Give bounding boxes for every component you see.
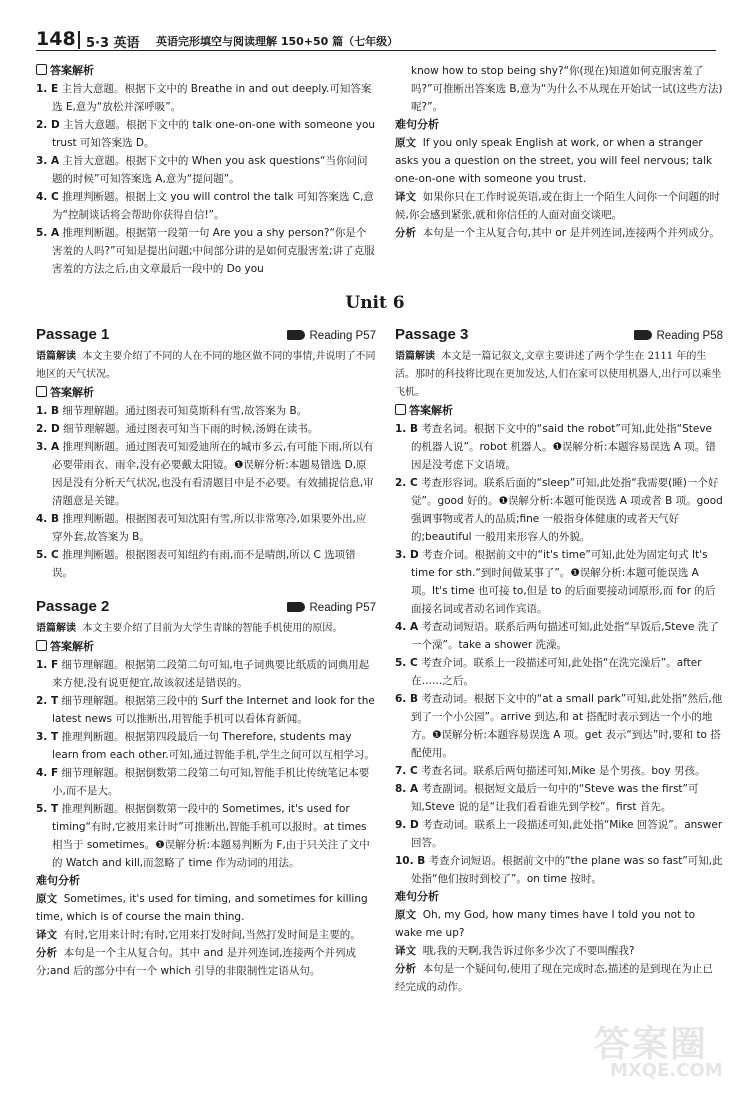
answer-item: 6. B 考查动词。根据下文中的“at a small park”可知,此处指“然后,他到了一个小公园”。arrive 到达,和 at 搭配时表示到达一个小的地方。❶误解分析:本题容易误选 A 项。get 表示“到达”时,要和 to 搭配使用。 — [395, 693, 723, 759]
passage-title: Passage 3 Reading P58 — [395, 326, 723, 343]
answer-heading: 答案解析 — [36, 638, 376, 656]
passage-2 — [36, 598, 376, 980]
passage-3 — [395, 326, 723, 996]
lock-icon — [395, 404, 406, 415]
unit-title: Unit 6 — [345, 293, 405, 313]
answer-item: 2. D 细节理解题。通过图表可知当下雨的时候,汤姆在读书。 — [36, 423, 319, 435]
watermark-text: 答案圈 — [594, 1024, 709, 1065]
translation: 译文 如果你只在工作时说英语,或在街上一个陌生人问你一个问题的时候,你会感到紧张,就和你信任的人面对面交谈吧。 — [395, 191, 721, 221]
top-right-column — [395, 62, 723, 242]
answer-item: 3. A 推理判断题。通过图表可知爱迪所在的城市多云,有可能下雨,所以有必要带雨衣、雨伞,没有必要戴太阳镜。❶误解分析:本题易错选 D,原因是没有分析天气状况,也没有看清题目中是不必要。有效捕捉信息,审清题意是关键。 — [36, 441, 374, 507]
answer-heading: 答案解析 — [395, 402, 723, 420]
analysis: 分析 本句是一个主从复合句,其中 or 是并列连词,连接两个并列成分。 — [395, 227, 720, 239]
passage-1 — [36, 326, 376, 582]
passage-title: Passage 1 Reading P57 — [36, 326, 376, 343]
brand-label: 5·3 英语 — [86, 36, 140, 51]
answer-heading: 答案解析 — [36, 62, 376, 80]
lock-icon — [36, 640, 47, 651]
answer-item: 4. B 推理判断题。根据图表可知沈阳有雪,所以非常寒冷,如果要外出,应穿外套,故答案为 B。 — [36, 513, 367, 543]
answer-item: 4. C 推理判断题。根据上文 you will control the talk 可知答案选 C,意为“控制谈话将会帮助你获得自信!”。 — [36, 191, 374, 221]
top-left-column — [36, 62, 376, 278]
reading-ref: Reading P57 — [287, 327, 377, 345]
hard-sentence-heading: 难句分析 — [395, 118, 439, 131]
watermark-logo — [590, 1016, 740, 1086]
original-sentence: 原文 Sometimes, it's used for timing, and sometimes for killing time, which is of course the main thing. — [36, 893, 368, 923]
translation: 译文 有时,它用来计时;有时,它用来打发时间,当然打发时间是主要的。 — [36, 929, 361, 941]
pointing-hand-icon — [287, 330, 305, 340]
pointing-hand-icon — [634, 330, 652, 340]
answer-item: 1. B 细节理解题。通过图表可知莫斯科有雪,故答案为 B。 — [36, 405, 308, 417]
pointing-hand-icon — [287, 602, 305, 612]
reading-ref: Reading P57 — [287, 599, 377, 617]
header-divider — [78, 31, 80, 49]
answer-item: 10. B 考查介词短语。根据前文中的“the plane was so fast”可知,此处指“他们按时到校了”。on time 按时。 — [395, 855, 723, 885]
answer-item: 1. E 主旨大意题。根据下文中的 Breathe in and out deeply.可知答案选 E,意为“放松并深呼吸”。 — [36, 83, 372, 113]
reading-ref: Reading P58 — [634, 327, 724, 345]
analysis: 分析 本句是一个主从复合句。其中 and 是并列连词,连接两个并列成分;and 后的部分中有一个 which 引导的非限制性定语从句。 — [36, 947, 356, 977]
answer-item: 4. F 细节理解题。根据倒数第二段第二句可知,智能手机比传统笔记本要小,而不是大。 — [36, 767, 370, 797]
answer-item: 3. A 主旨大意题。根据下文中的 When you ask questions“当你问问题的时候”可知答案选 A,意为“提问题”。 — [36, 155, 368, 185]
page-header — [36, 6, 716, 51]
answer-heading: 答案解析 — [36, 384, 376, 402]
watermark-url: MXQE.COM — [610, 1060, 723, 1081]
answer-item: 1. F 细节理解题。根据第二段第二句可知,电子词典要比纸质的词典用起来方便,没有说更便宜,故该叙述是错误的。 — [36, 659, 370, 689]
passage-intro: 语篇解读 本文是一篇记叙文,文章主要讲述了两个学生在 2111 年的生活。那时的科技将比现在更加发达,人们在家可以使用机器人,出行可以乘坐飞机。 — [395, 351, 722, 398]
passage-title: Passage 2 Reading P57 — [36, 598, 376, 615]
passage-intro: 语篇解读 本文主要介绍了目前为大学生青睐的智能手机使用的原因。 — [36, 623, 343, 634]
hard-sentence-heading: 难句分析 — [395, 890, 439, 903]
answer-item: 1. B 考查名词。根据下文中的“said the robot”可知,此处指“Steve 的机器人说”。robot 机器人。❶误解分析:本题容易误选 A 项。错因是没考虑下文语境。 — [395, 423, 716, 471]
answer-item: 2. D 主旨大意题。根据下文中的 talk one-on-one with someone you trust 可知答案选 D。 — [36, 119, 376, 149]
lock-icon — [36, 64, 47, 75]
analysis: 分析 本句是一个疑问句,使用了现在完成时态,描述的是到现在为止已经完成的动作。 — [395, 963, 713, 993]
answer-item: 3. T 推理判断题。根据第四段最后一句 Therefore, students may learn from each other.可知,通过智能手机,学生之间可以互相学习。 — [36, 731, 375, 761]
lock-icon — [36, 386, 47, 397]
answer-item: 5. C 推理判断题。根据图表可知纽约有雨,而不是晴朗,所以 C 选项错误。 — [36, 549, 356, 579]
answer-item: 9. D 考查动词。联系上一段描述可知,此处指“Mike 回答说”。answer 回答。 — [395, 819, 723, 849]
answer-item: 3. D 考查介词。根据前文中的“it's time”可知,此处为固定句式 It's time for sth.“到时间做某事了”。❶误解分析:本题可能误选 A 项。It's time 也可接 to,但是 to 的后面要接动词原形,而 for 的后面接名词或者动名词作宾语。 — [395, 549, 716, 615]
answer-item: 2. T 细节理解题。根据第三段中的 Surf the Internet and look for the latest news 可以推断出,用智能手机可以看体育新闻。 — [36, 695, 375, 725]
passage-intro: 语篇解读 本文主要介绍了不同的人在不同的地区做不同的事情,并说明了不同地区的天气状况。 — [36, 351, 376, 380]
answer-item: 8. A 考查副词。根据短文最后一句中的“Steve was the first”可知,Steve 说的是“让我们看看谁先到学校”。first 首先。 — [395, 783, 699, 813]
book-title: 英语完形填空与阅读理解 150+50 篇（七年级） — [156, 35, 399, 48]
continued-text: know how to stop being shy?“你(现在)知道如何克服害羞了吗?”可推断出答案选 B,意为“为什么不从现在开始试一试(这些方法)呢?”。 — [411, 65, 723, 113]
original-sentence: 原文 Oh, my God, how many times have I told you not to wake me up? — [395, 909, 696, 939]
translation: 译文 哦,我的天啊,我告诉过你多少次了不要叫醒我? — [395, 945, 635, 957]
answer-item: 4. A 考查动词短语。联系后两句描述可知,此处指“早饭后,Steve 洗了一个澡”。take a shower 洗澡。 — [395, 621, 719, 651]
answer-item: 5. C 考查介词。联系上一段描述可知,此处指“在洗完澡后”。after 在……之后。 — [395, 657, 702, 687]
original-sentence: 原文 If you only speak English at work, or when a stranger asks you a question on the street, you will feel nervous; talk one-on-one with someone you trust. — [395, 137, 713, 185]
answer-item: 5. A 推理判断题。根据第一段第一句 Are you a shy person?“你是个害羞的人吗?”可知是提出问题;中间部分讲的是如何克服害羞;讲了克服害羞的方法之后,由文章最后一段中的 Do you — [36, 227, 375, 275]
answer-item: 5. T 推理判断题。根据倒数第一段中的 Sometimes, it's used for timing“有时,它被用来计时”可推断出,智能手机可以报时。at times 相当于 sometimes。❶误解分析:本题易判断为 F,由于只关注了文中的 Watch and kill,而忽略了 time 作为动词的用法。 — [36, 803, 370, 869]
answer-item: 7. C 考查名词。联系后两句描述可知,Mike 是个男孩。boy 男孩。 — [395, 765, 706, 777]
answer-item: 2. C 考查形容词。联系后面的“sleep”可知,此处指“我需要(睡)一个好觉”。good 好的。❶误解分析:本题可能误选 A 项或者 B 项。good 强调事物或者人的品质;fine 一般指身体健康的或者天气好的;beautiful 一般用来形容人的外貌。 — [395, 477, 723, 543]
hard-sentence-heading: 难句分析 — [36, 874, 80, 887]
page-number: 148 — [36, 28, 76, 50]
